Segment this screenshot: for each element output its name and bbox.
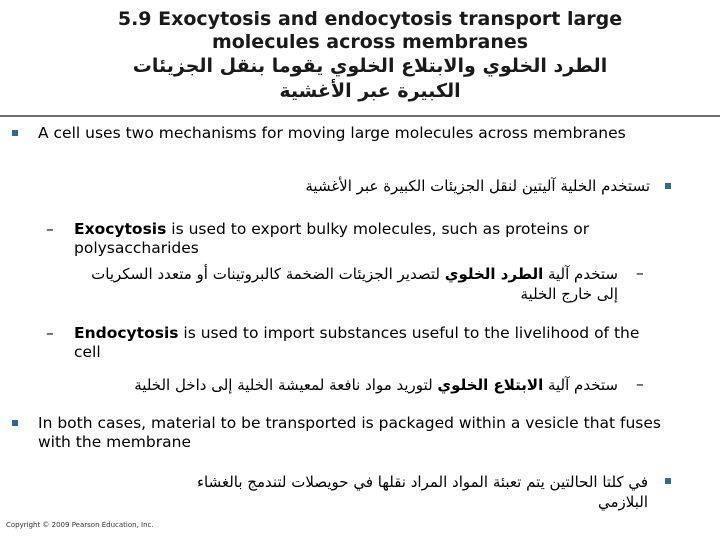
- endocytosis-en-rest: is used to import substances useful to the livelihood of the cell: [74, 324, 640, 361]
- bullet-square-icon: [12, 130, 18, 136]
- endocytosis-ar-term: الابتلاع الخلوي: [437, 376, 544, 394]
- dash-marker: –: [46, 220, 54, 238]
- title-ar-line1: الطرد الخلوي والابتلاع الخلوي يقوما بنقل الجزيئات: [132, 55, 608, 77]
- bullet2-en: In both cases, material to be transported is packaged within a vesicle that fuses with the membrane: [38, 414, 661, 451]
- exocytosis-ar: [70, 264, 618, 304]
- bullet-square-icon: [665, 183, 671, 189]
- endocytosis-ar-post: لتوريد مواد نافعة لمعيشة الخلية إلى داخل الخلية: [134, 376, 438, 394]
- endocytosis-ar-pre: ستخدم آلية: [543, 376, 618, 394]
- title-divider: [0, 115, 720, 117]
- endocytosis-ar: [20, 375, 618, 395]
- exocytosis-en: [74, 220, 634, 258]
- exocytosis-ar-term: الطرد الخلوي: [444, 265, 544, 283]
- bullet2-ar: في كلتا الحالتين يتم تعبئة المواد المراد نقلها في حويصلات لتندمج بالغشاء البلازمي: [196, 473, 648, 511]
- dash-marker: –: [46, 324, 54, 342]
- exocytosis-term: Exocytosis: [74, 220, 167, 238]
- endocytosis-term: Endocytosis: [74, 324, 179, 342]
- exocytosis-ar-post: لتصدير الجزيئات الضخمة كالبروتينات أو متعدد السكريات إلى خارج الخلية: [91, 265, 618, 303]
- exocytosis-en-rest: is used to export bulky molecules, such as proteins or polysaccharides: [74, 220, 590, 257]
- dash-marker: –: [636, 375, 644, 393]
- bullet1-en: A cell uses two mechanisms for moving large molecules across membranes: [38, 124, 626, 142]
- endocytosis-en: [74, 324, 664, 362]
- title-en-line2: molecules across membranes: [211, 31, 529, 53]
- title-ar-line2: الكبيرة عبر الأغشية: [279, 80, 461, 102]
- bullet1-ar: تستخدم الخلية آليتين لنقل الجزيئات الكبيرة عبر الأغشية: [305, 177, 650, 195]
- slide-title: [60, 8, 680, 104]
- copyright-footer: Copyright © 2009 Pearson Education, Inc.: [6, 521, 154, 529]
- exocytosis-ar-pre: ستخدم آلية: [543, 265, 618, 283]
- bullet-square-icon: [665, 478, 671, 484]
- bullet-square-icon: [12, 420, 18, 426]
- dash-marker: –: [636, 264, 644, 282]
- title-en-line1: 5.9 Exocytosis and endocytosis transport large: [117, 8, 623, 30]
